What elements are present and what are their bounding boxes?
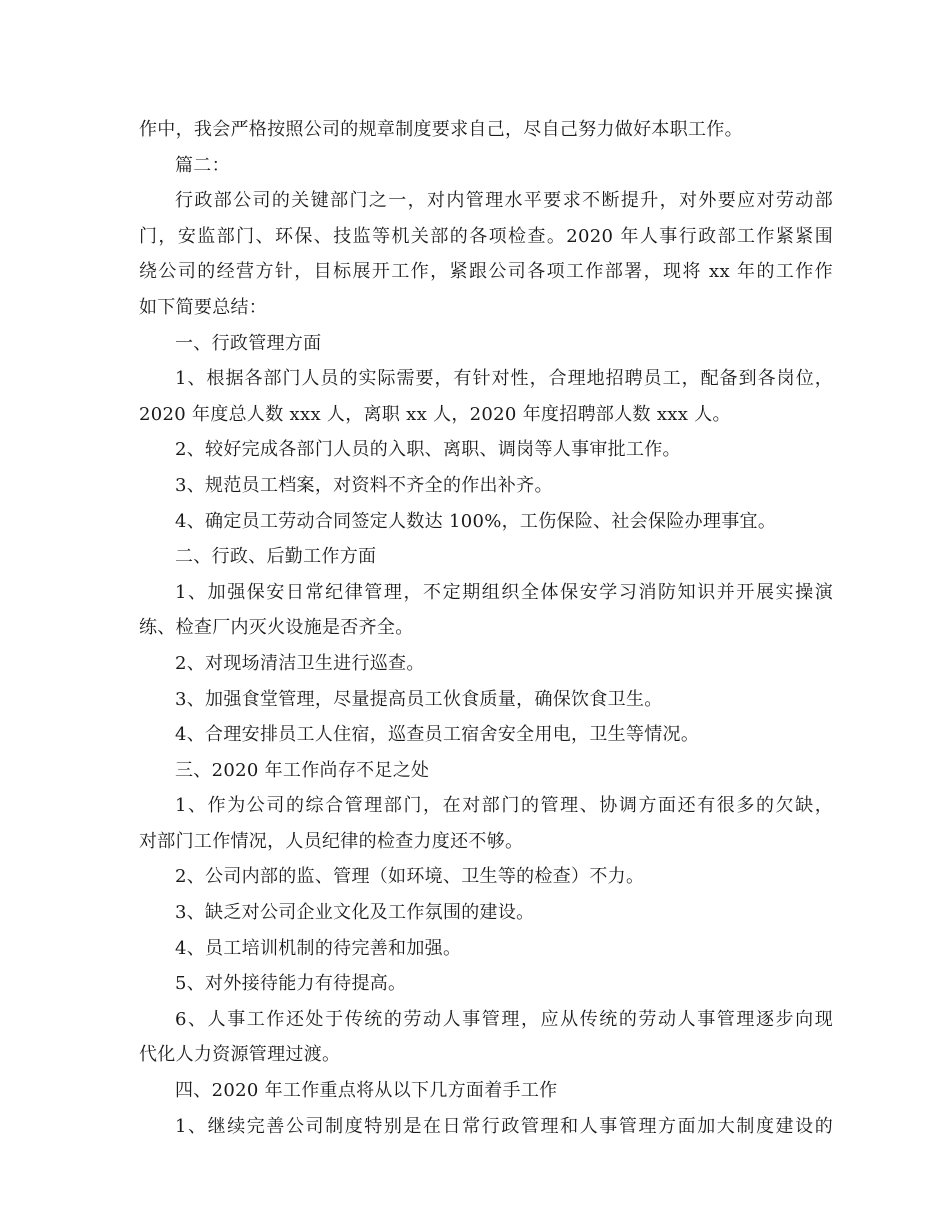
text-line: 一、行政管理方面 (175, 332, 322, 354)
text-line: 行政部公司的关键部门之一，对内管理水平要求不断提升，对外要应对劳动部 (175, 190, 833, 212)
text-line: 1、加强保安日常纪律管理，不定期组织全体保安学习消防知识并开展实操演 (175, 581, 833, 603)
text-line: 6、人事工作还处于传统的劳动人事管理，应从传统的劳动人事管理逐步向现 (175, 1008, 833, 1030)
text-line: 如下简要总结： (139, 296, 268, 318)
text-line: 1、根据各部门人员的实际需要，有针对性，合理地招聘员工，配备到各岗位， (175, 368, 833, 390)
text-line: 2020 年度总人数 xxx 人，离职 xx 人，2020 年度招聘部人数 xxx 人。 (139, 403, 731, 425)
text-line: 2、较好完成各部门人员的入职、离职、调岗等人事审批工作。 (175, 439, 681, 461)
text-line: 3、加强食堂管理，尽量提高员工伙食质量，确保饮食卫生。 (175, 688, 663, 710)
text-line: 3、缺乏对公司企业文化及工作氛围的建设。 (175, 902, 535, 924)
text-line: 二、行政、后勤工作方面 (175, 546, 377, 568)
text-line: 5、对外接待能力有待提高。 (175, 973, 407, 995)
text-line: 2、公司内部的监、管理（如环境、卫生等的检查）不力。 (175, 866, 645, 888)
text-line: 篇二： (175, 154, 230, 176)
text-line: 对部门工作情况，人员纪律的检查力度还不够。 (139, 830, 524, 852)
document-page (139, 112, 833, 1144)
text-line: 2、对现场清洁卫生进行巡查。 (175, 652, 425, 674)
text-line: 练、检查厂内灭火设施是否齐全。 (139, 617, 414, 639)
text-line: 4、员工培训机制的待完善和加强。 (175, 937, 462, 959)
document-body (139, 112, 833, 1144)
text-line: 绕公司的经营方针，目标展开工作，紧跟公司各项工作部署，现将 xx 年的工作作 (139, 261, 833, 283)
text-line: 四、2020 年工作重点将从以下几方面着手工作 (175, 1080, 558, 1102)
text-line: 作中，我会严格按照公司的规章制度要求自己，尽自己努力做好本职工作。 (139, 119, 743, 140)
text-line: 门，安监部门、环保、技监等机关部的各项检查。2020 年人事行政部工作紧紧围 (139, 225, 833, 247)
text-line: 1、作为公司的综合管理部门，在对部门的管理、协调方面还有很多的欠缺， (175, 795, 833, 817)
text-line: 代化人力资源管理过渡。 (139, 1044, 341, 1066)
text-line: 1、继续完善公司制度特别是在日常行政管理和人事管理方面加大制度建设的 (175, 1115, 833, 1137)
text-line: 4、合理安排员工人住宿，巡查员工宿舍安全用电，卫生等情况。 (175, 724, 700, 746)
text-line: 4、确定员工劳动合同签定人数达 100%，工伤保险、社会保险办理事宜。 (175, 510, 777, 532)
text-line: 3、规范员工档案，对资料不齐全的作出补齐。 (175, 474, 553, 496)
text-line: 三、2020 年工作尚存不足之处 (175, 759, 430, 781)
